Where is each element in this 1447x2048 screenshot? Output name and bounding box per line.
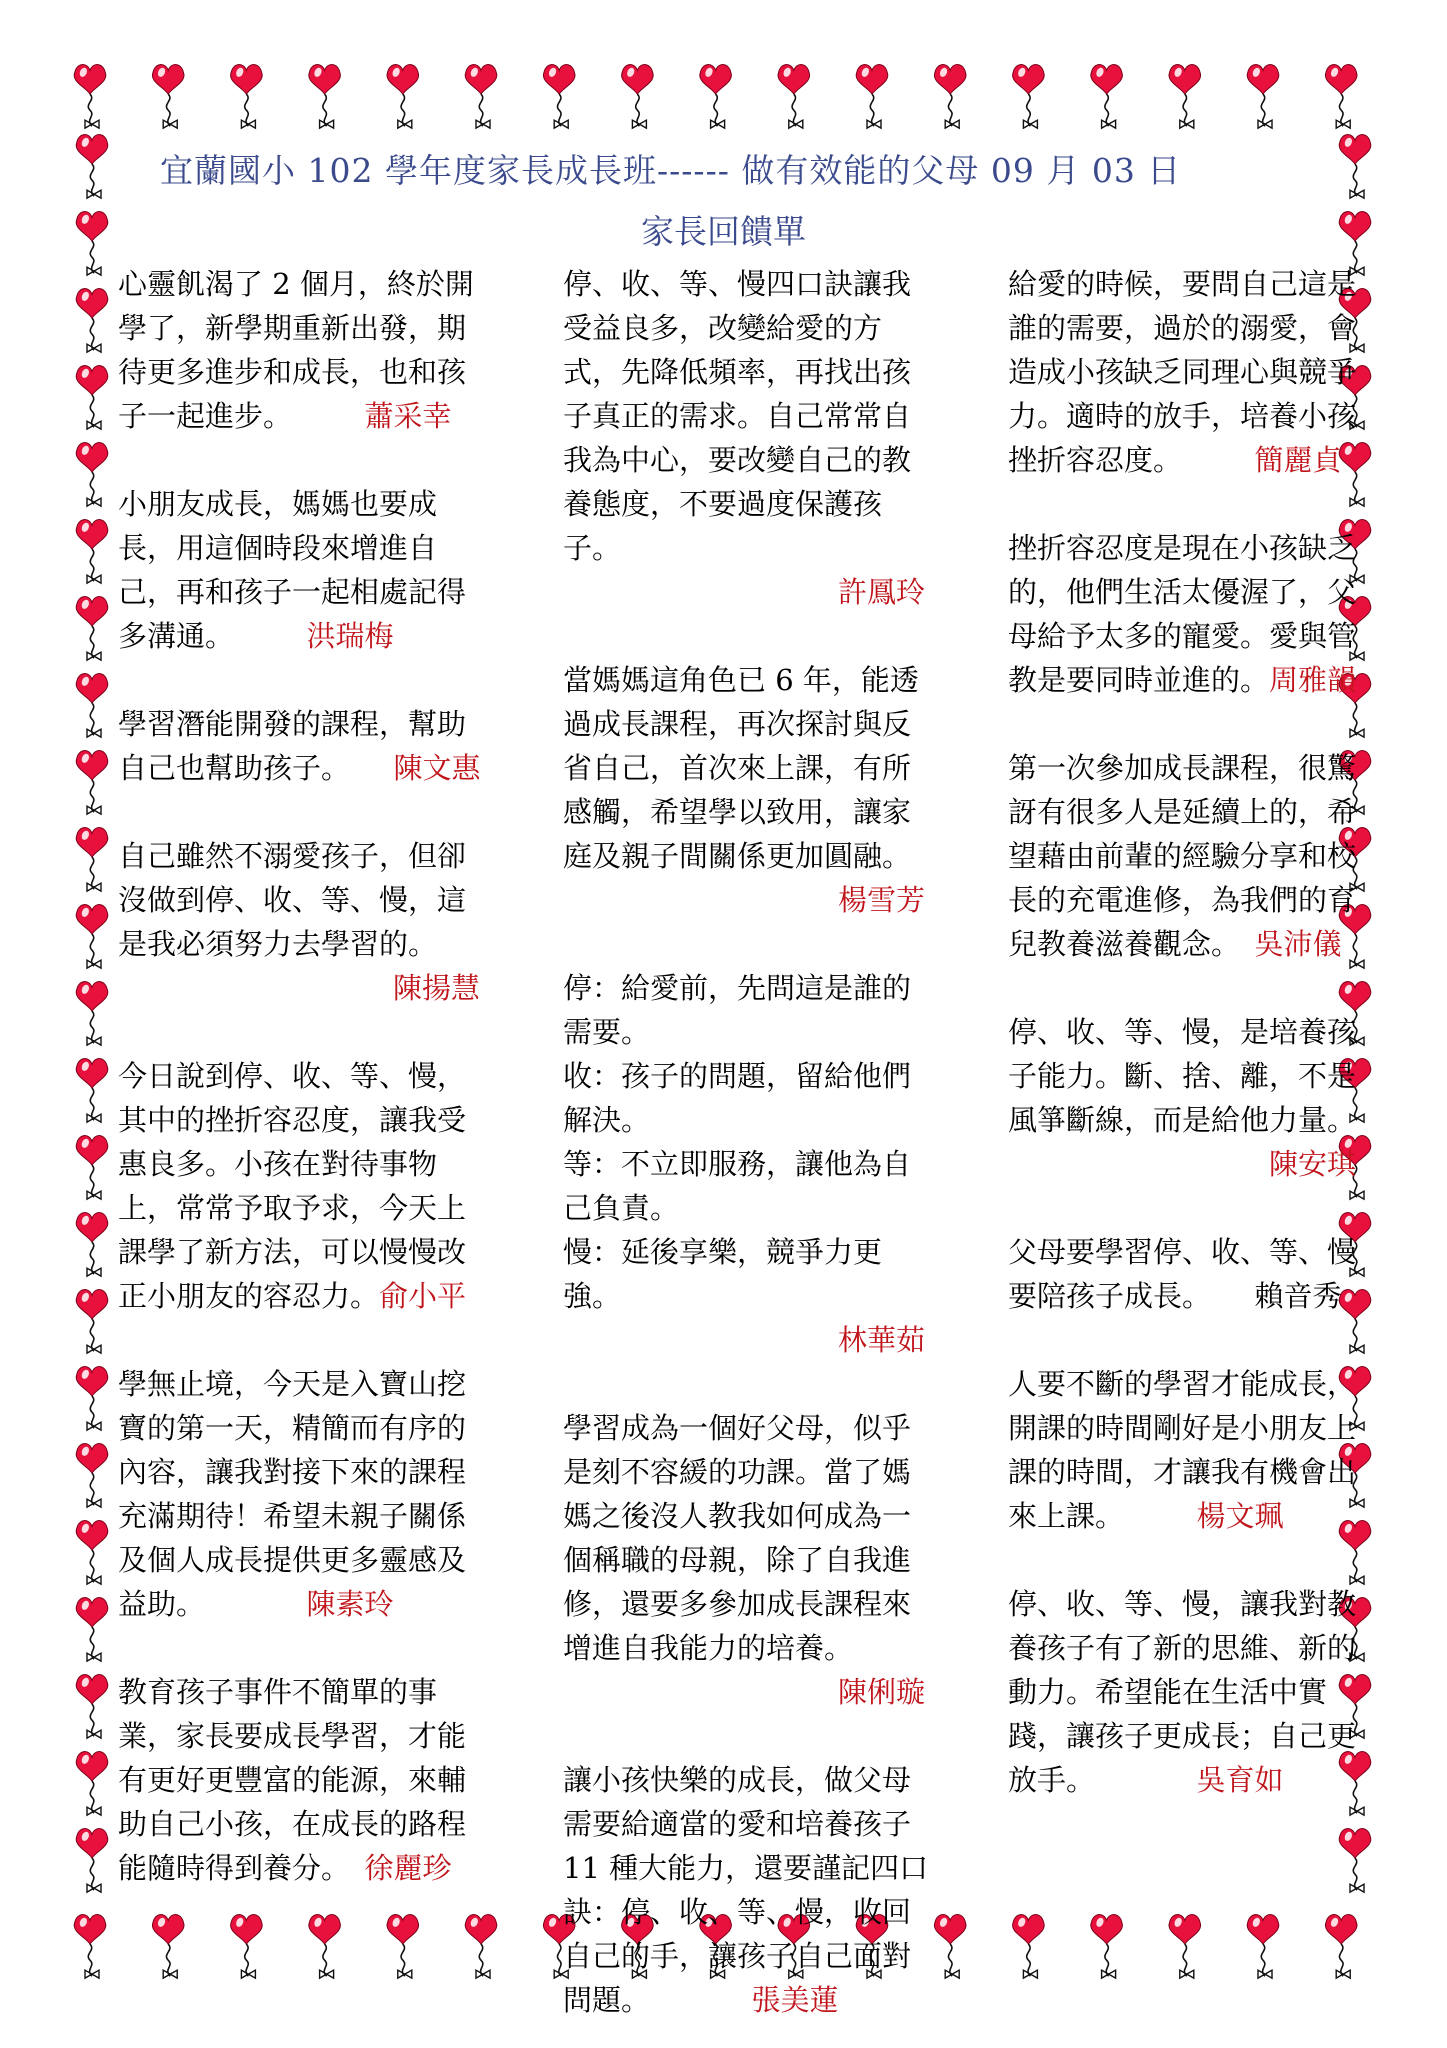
feedback-entry [1008, 262, 1366, 482]
heart-balloon-icon [76, 1059, 108, 1123]
heart-balloon-icon [1339, 1829, 1371, 1893]
feedback-entry [563, 1406, 935, 1714]
parent-name: 許鳳玲 [837, 575, 925, 609]
feedback-entry [563, 262, 935, 614]
parent-name: 洪瑞梅 [306, 619, 394, 653]
feedback-text: 停、收、等、慢，是培養孩子能力。斷、捨、離，不是風箏斷線，而是給他力量。 [1008, 1015, 1357, 1137]
feedback-entry [118, 262, 490, 438]
feedback-entry [1008, 1230, 1366, 1318]
feedback-entry [118, 702, 490, 790]
heart-balloon-icon [700, 65, 732, 129]
feedback-text: 停、收、等、慢，讓我對教養孩子有了新的思維、新的動力。希望能在生活中實踐，讓孩子更成長；自己更放手。 [1008, 1587, 1357, 1797]
feedback-text: 教育孩子事件不簡單的事業，家長要成長學習，才能有更好更豐富的能源，來輔助自己小孩，在成長的路程能隨時得到養分。 [118, 1675, 467, 1885]
heart-balloon-icon [76, 674, 108, 738]
feedback-column-2 [563, 262, 935, 2022]
heart-balloon-icon [1013, 65, 1045, 129]
page-title: 宜蘭國小 102 學年度家長成長班------ 做有效能的父母 09 月 03 日 [160, 151, 1182, 190]
heart-balloon-icon [76, 135, 108, 199]
feedback-entry [563, 1758, 935, 2022]
heart-balloon-icon [778, 65, 810, 129]
parent-name: 吳育如 [1196, 1763, 1284, 1797]
heart-balloon-icon [1339, 135, 1371, 199]
heart-balloon-icon [76, 289, 108, 353]
feedback-entry [1008, 1362, 1366, 1538]
feedback-entry [563, 966, 935, 1362]
feedback-text: 當媽媽這角色已 6 年，能透過成長課程，再次探討與反省自己，首次來上課，有所感觸，希望學以致用，讓家庭及親子間關係更加圓融。 [563, 663, 919, 873]
feedback-text: 父母要學習停、收、等、慢要陪孩子成長。 [1008, 1235, 1357, 1313]
parent-name: 陳揚慧 [392, 971, 480, 1005]
heart-balloon-icon [76, 1444, 108, 1508]
parent-name: 林華茹 [837, 1323, 925, 1357]
heart-balloon-icon [76, 982, 108, 1046]
heart-balloon-icon [1325, 65, 1357, 129]
parent-name: 陳安琪 [1268, 1147, 1356, 1181]
feedback-entry [1008, 526, 1366, 702]
parent-name: 楊文珮 [1196, 1499, 1284, 1533]
feedback-text: 第一次參加成長課程，很驚訝有很多人是延續上的，希望藉由前輩的經驗分享和校長的充電進修，為我們的育兒教養滋養觀念。 [1008, 751, 1357, 961]
heart-balloon-icon [76, 443, 108, 507]
parent-name: 吳沛儀 [1254, 927, 1342, 961]
heart-balloon-icon [74, 1915, 106, 1979]
heart-balloon-icon [76, 1521, 108, 1585]
heart-balloon-icon [1091, 65, 1123, 129]
heart-balloon-icon [76, 366, 108, 430]
feedback-text: 學無止境，今天是入寶山挖寶的第一天，精簡而有序的內容，讓我對接下來的課程充滿期待！希望未親子關係及個人成長提供更多靈感及益助。 [118, 1367, 467, 1621]
page-subtitle: 家長回饋單 [641, 212, 806, 251]
heart-balloon-icon [76, 520, 108, 584]
heart-balloon-icon [76, 905, 108, 969]
heart-balloon-icon [543, 65, 575, 129]
heart-balloon-icon [74, 65, 106, 129]
parent-name: 賴音秀 [1254, 1279, 1342, 1313]
feedback-entry [118, 834, 490, 1010]
feedback-text: 今日說到停、收、等、慢，其中的挫折容忍度，讓我受惠良多。小孩在對待事物上，常常予取予求，今天上課學了新方法，可以慢慢改正小朋友的容忍力。 [118, 1059, 467, 1313]
heart-balloon-icon [1091, 1915, 1123, 1979]
heart-balloon-icon [465, 65, 497, 129]
heart-balloon-icon [622, 65, 654, 129]
feedback-entry [1008, 1582, 1366, 1802]
heart-balloon-icon [387, 65, 419, 129]
feedback-entry [1008, 746, 1366, 966]
heart-balloon-icon [76, 1829, 108, 1893]
heart-balloon-icon [76, 828, 108, 892]
feedback-text: 讓小孩快樂的成長，做父母需要給適當的愛和培養孩子 11 種大能力，還要謹記四口訣：停、收、等、慢，收回自己的手，讓孩子自己面對問題。 [563, 1763, 929, 2017]
feedback-text: 停、收、等、慢四口訣讓我受益良多，改變給愛的方式，先降低頻率，再找出孩子真正的需求。自己常常自我為中心，要改變自己的教養態度，不要過度保護孩子。 [563, 267, 912, 565]
heart-balloon-icon [76, 1367, 108, 1431]
feedback-text: 小朋友成長，媽媽也要成長，用這個時段來增進自己，再和孩子一起相處記得多溝通。 [118, 487, 467, 653]
feedback-text: 人要不斷的學習才能成長，開課的時間剛好是小朋友上課的時間，才讓我有機會出來上課。 [1008, 1367, 1357, 1533]
feedback-column-3 [1008, 262, 1366, 1802]
heart-balloon-icon [856, 65, 888, 129]
feedback-text: 心靈飢渴了 2 個月，終於開學了，新學期重新出發，期待更多進步和成長，也和孩子一起進步。 [118, 267, 474, 433]
feedback-entry [563, 658, 935, 922]
heart-balloon-icon [152, 65, 184, 129]
feedback-entry [118, 1670, 490, 1890]
heart-balloon-icon [387, 1915, 419, 1979]
feedback-text: 學習潛能開發的課程，幫助自己也幫助孩子。 [118, 707, 467, 785]
heart-balloon-icon [76, 1136, 108, 1200]
parent-name: 陳文惠 [393, 751, 481, 785]
heart-balloon-icon [1247, 1915, 1279, 1979]
feedback-column-1 [118, 262, 490, 1890]
heart-balloon-icon [1169, 65, 1201, 129]
heart-balloon-icon [465, 1915, 497, 1979]
parent-name: 陳俐璇 [837, 1675, 925, 1709]
feedback-text: 停：給愛前，先問這是誰的需要。 收：孩子的問題，留給他們解決。 等：不立即服務，讓他為自己負責。 慢：延後享樂，競爭力更強。 [563, 971, 912, 1313]
parent-name: 周雅韻 [1269, 663, 1357, 697]
feedback-text: 給愛的時候，要問自己這是誰的需要，過於的溺愛，會造成小孩缺乏同理心與競爭力。適時的放手，培養小孩挫折容忍度。 [1008, 267, 1357, 477]
heart-balloon-icon [76, 1675, 108, 1739]
parent-name: 俞小平 [379, 1279, 467, 1313]
heart-balloon-icon [231, 65, 263, 129]
heart-balloon-icon [309, 65, 341, 129]
parent-name: 徐麗珍 [364, 1851, 452, 1885]
feedback-entry [118, 1054, 490, 1318]
parent-name: 楊雪芳 [837, 883, 925, 917]
heart-balloon-icon [76, 1598, 108, 1662]
parent-name: 張美蓮 [751, 1983, 839, 2017]
feedback-text: 學習成為一個好父母，似乎是刻不容緩的功課。當了媽媽之後沒人教我如何成為一個稱職的母親，除了自我進修，還要多參加成長課程來增進自我能力的培養。 [563, 1411, 912, 1665]
heart-balloon-icon [309, 1915, 341, 1979]
heart-balloon-icon [1013, 1915, 1045, 1979]
parent-name: 陳素玲 [306, 1587, 394, 1621]
heart-balloon-icon [934, 65, 966, 129]
feedback-text: 挫折容忍度是現在小孩缺乏的，他們生活太優渥了，父母給予太多的寵愛。愛與管教是要同時並進的。 [1008, 531, 1357, 697]
feedback-entry [118, 1362, 490, 1626]
heart-balloon-icon [231, 1915, 263, 1979]
heart-balloon-icon [76, 597, 108, 661]
heart-balloon-icon [76, 1752, 108, 1816]
heart-balloon-icon [76, 1290, 108, 1354]
heart-balloon-icon [76, 751, 108, 815]
feedback-text: 自己雖然不溺愛孩子，但卻沒做到停、收、等、慢，這是我必須努力去學習的。 [118, 839, 467, 961]
parent-name: 簡麗貞 [1254, 443, 1342, 477]
heart-balloon-icon [76, 1213, 108, 1277]
parent-name: 蕭采幸 [364, 399, 452, 433]
feedback-entry [1008, 1010, 1366, 1186]
heart-balloon-icon [1169, 1915, 1201, 1979]
heart-balloon-icon [1325, 1915, 1357, 1979]
heart-balloon-icon [152, 1915, 184, 1979]
heart-balloon-icon [934, 1915, 966, 1979]
feedback-entry [118, 482, 490, 658]
heart-balloon-icon [1247, 65, 1279, 129]
